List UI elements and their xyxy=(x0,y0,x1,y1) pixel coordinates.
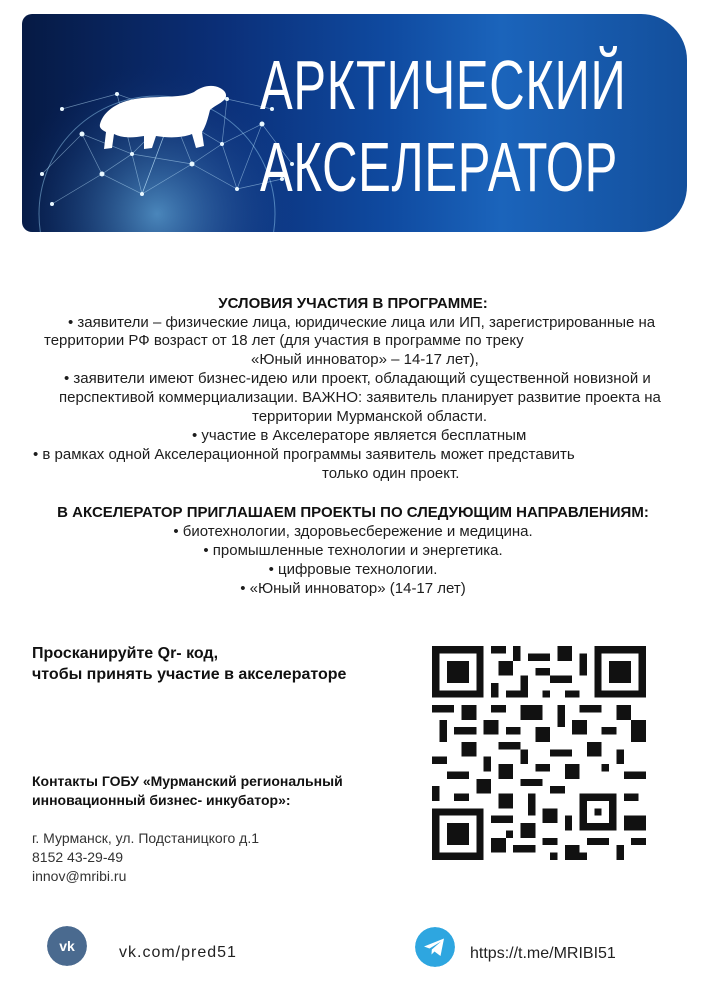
vk-link[interactable]: vk.com/pred51 xyxy=(119,944,237,961)
conditions-line: только один проект. xyxy=(322,465,460,482)
telegram-icon[interactable] xyxy=(415,927,455,967)
telegram-link[interactable]: https://t.me/MRIBI51 xyxy=(470,945,616,962)
direction-item: • цифровые технологии. xyxy=(268,561,438,578)
qr-prompt-line2: чтобы принять участие в акселераторе xyxy=(32,666,347,683)
vk-icon[interactable] xyxy=(47,926,87,966)
direction-item: • промышленные технологии и энергетика. xyxy=(203,542,503,559)
qr-prompt-line1: Просканируйте Qr- код, xyxy=(32,645,219,662)
qr-code[interactable] xyxy=(432,646,646,860)
contact-email[interactable]: innov@mribi.ru xyxy=(32,868,127,884)
svg-text:vk: vk xyxy=(59,938,75,954)
contact-address: г. Мурманск, ул. Подстаницкого д.1 xyxy=(32,830,260,846)
conditions-line: • в рамках одной Акселерационной программы заявитель может представить xyxy=(33,446,575,463)
conditions-line: территории РФ возраст от 18 лет (для участия в программе по треку xyxy=(44,332,524,349)
conditions-line: территории Мурманской области. xyxy=(252,408,488,425)
contacts-heading-line2: инновационный бизнес- инкубатор»: xyxy=(32,792,291,808)
contacts-heading-line1: Контакты ГОБУ «Мурманский региональный xyxy=(32,773,343,789)
conditions-line: перспективой коммерциализации. ВАЖНО: заявитель планирует развитие проекта на xyxy=(59,389,661,406)
header-banner xyxy=(22,14,687,232)
banner-title-line1: АРКТИЧЕСКИЙ xyxy=(260,46,627,124)
direction-item: • «Юный инноватор» (14-17 лет) xyxy=(240,580,466,597)
direction-item: • биотехнологии, здоровьесбережение и медицина. xyxy=(173,523,533,540)
conditions-line: • заявители имеют бизнес-идею или проект, обладающий существенной новизной и xyxy=(64,370,651,387)
banner-title xyxy=(260,44,627,208)
conditions-line: • заявители – физические лица, юридические лица или ИП, зарегистрированные на xyxy=(68,314,656,331)
conditions-heading: УСЛОВИЯ УЧАСТИЯ В ПРОГРАММЕ: xyxy=(218,295,488,312)
conditions-line: «Юный инноватор» – 14-17 лет), xyxy=(251,351,479,368)
banner-title-line2: АКСЕЛЕРАТОР xyxy=(260,128,619,206)
contact-phone[interactable]: 8152 43-29-49 xyxy=(32,849,124,865)
conditions-line: • участие в Акселераторе является бесплатным xyxy=(192,427,527,444)
directions-heading: В АКСЕЛЕРАТОР ПРИГЛАШАЕМ ПРОЕКТЫ ПО СЛЕДУЮЩИМ НАПРАВЛЕНИЯМ: xyxy=(57,504,649,521)
